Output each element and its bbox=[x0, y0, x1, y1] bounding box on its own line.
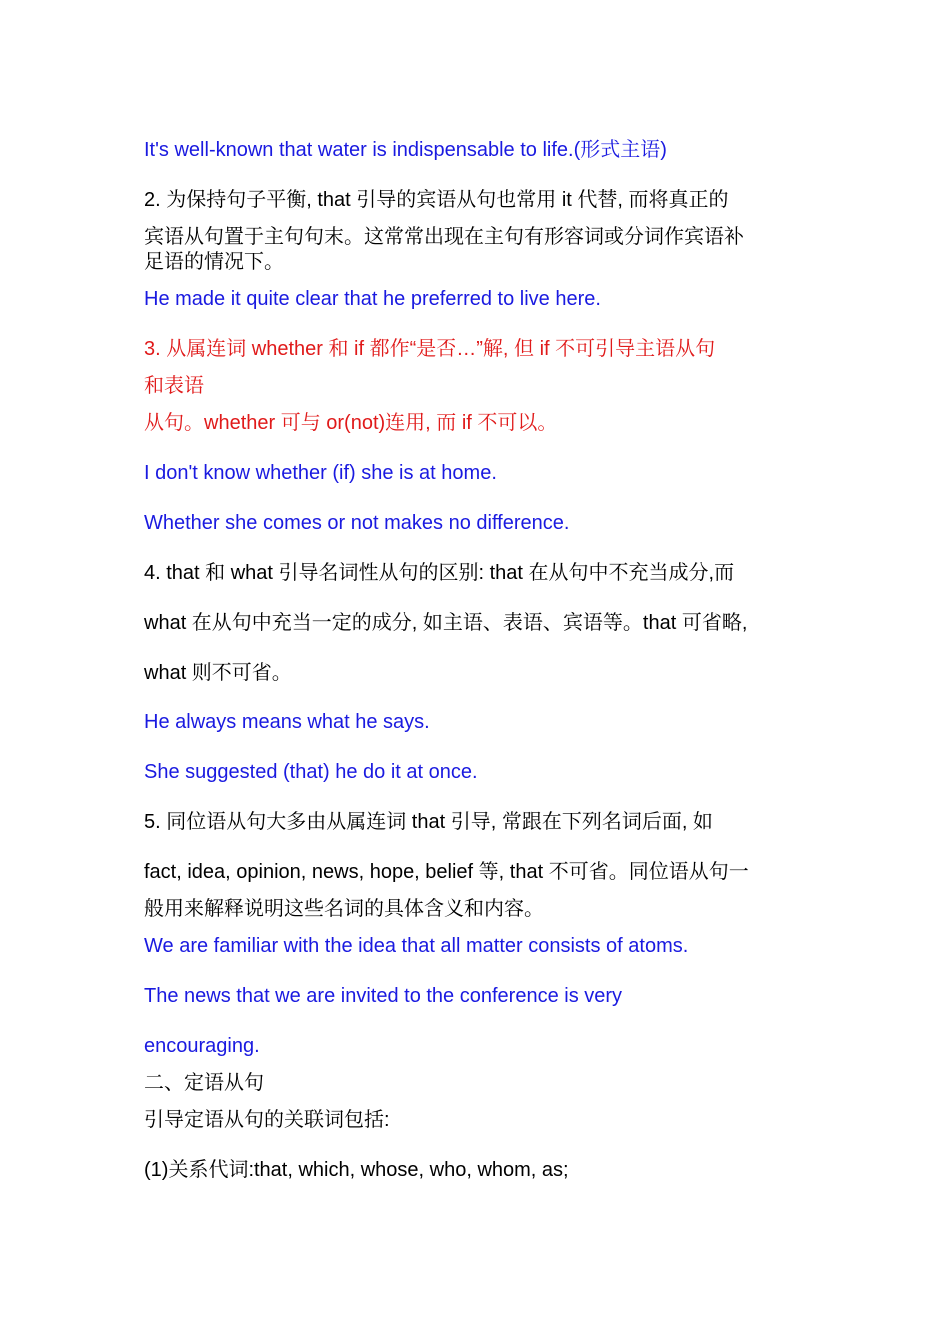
highlight-rule-text: 和表语 bbox=[144, 375, 204, 397]
rule-text: 5. 同位语从句大多由从属连词 that 引导, 常跟在下列名词后面, 如 bbox=[144, 811, 713, 833]
example-sentence: The news that we are invited to the conference is very bbox=[144, 985, 623, 1007]
highlight-rule-text: 3. 从属连词 whether 和 if 都作“是否…”解, 但 if 不可引导主语从句 bbox=[144, 338, 716, 360]
example-sentence: He always means what he says. bbox=[144, 711, 430, 733]
rule-text: 宾语从句置于主句句末。这常常出现在主句有形容词或分词作宾语补 bbox=[144, 226, 744, 248]
example-sentence: It's well-known that water is indispensable to life.(形式主语) bbox=[144, 139, 667, 161]
example-sentence: She suggested (that) he do it at once. bbox=[144, 761, 478, 783]
section-heading: 二、定语从句 bbox=[144, 1072, 264, 1094]
rule-text: 般用来解释说明这些名词的具体含义和内容。 bbox=[144, 898, 544, 920]
highlight-rule-text: 从句。whether 可与 or(not)连用, 而 if 不可以。 bbox=[144, 412, 558, 434]
rule-text: 足语的情况下。 bbox=[144, 251, 284, 273]
example-sentence: He made it quite clear that he preferred to live here. bbox=[144, 288, 601, 310]
example-sentence: We are familiar with the idea that all matter consists of atoms. bbox=[144, 935, 689, 957]
rule-text: what 在从句中充当一定的成分, 如主语、表语、宾语等。that 可省略, bbox=[144, 612, 748, 634]
rule-text: 引导定语从句的关联词包括: bbox=[144, 1109, 390, 1131]
rule-text: what 则不可省。 bbox=[144, 662, 292, 684]
rule-text: 4. that 和 what 引导名词性从句的区别: that 在从句中不充当成分,而 bbox=[144, 562, 735, 584]
rule-text: fact, idea, opinion, news, hope, belief 等, that 不可省。同位语从句一 bbox=[144, 861, 749, 883]
example-sentence: I don't know whether (if) she is at home. bbox=[144, 462, 497, 484]
example-sentence: Whether she comes or not makes no difference. bbox=[144, 512, 570, 534]
rule-text: 2. 为保持句子平衡, that 引导的宾语从句也常用 it 代替, 而将真正的 bbox=[144, 189, 729, 211]
example-sentence: encouraging. bbox=[144, 1035, 260, 1057]
rule-text: (1)关系代词:that, which, whose, who, whom, as; bbox=[144, 1159, 569, 1181]
